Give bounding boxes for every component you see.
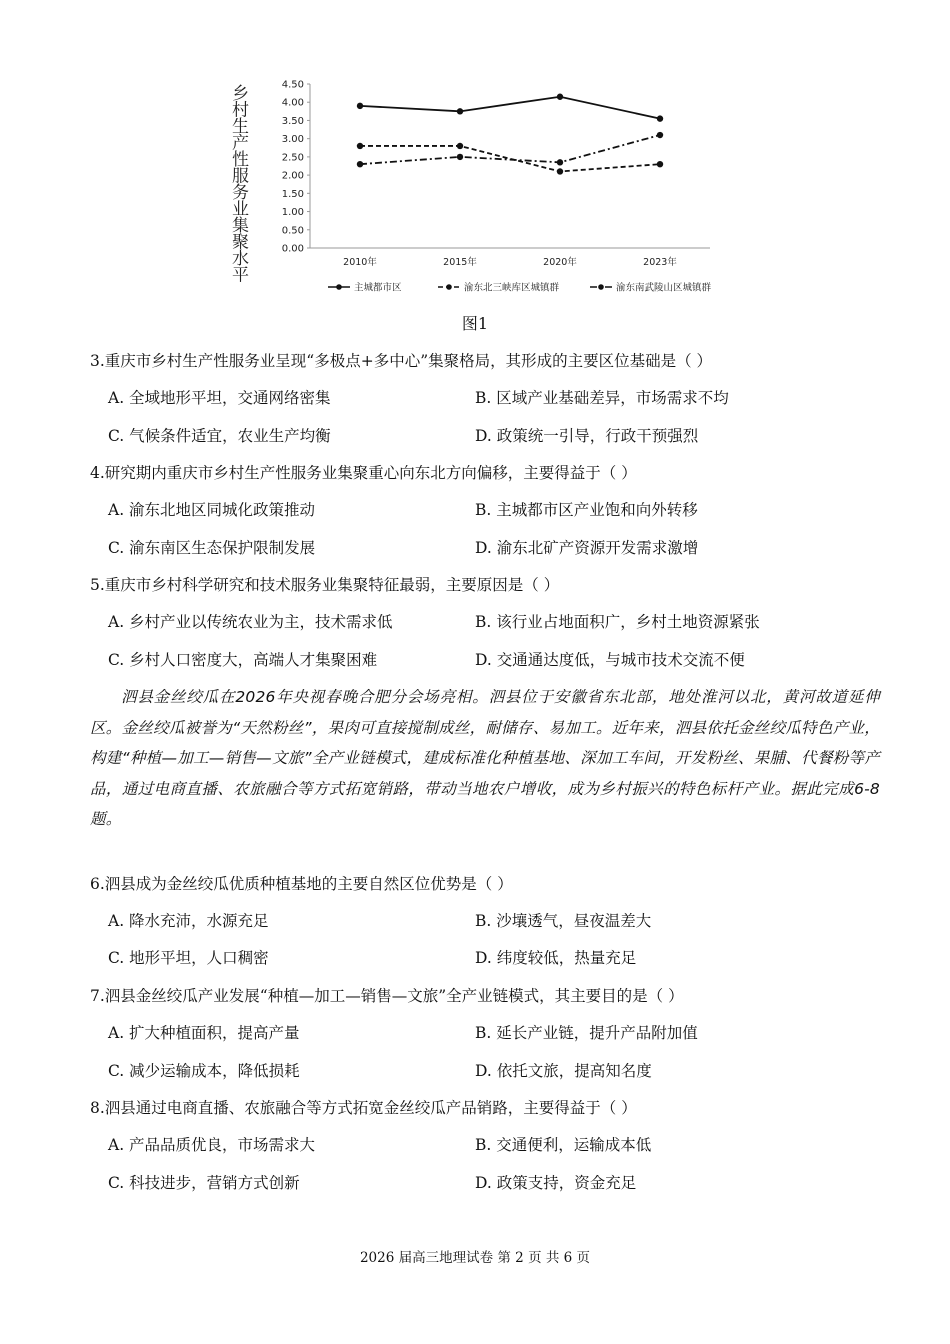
y-tick-label: 0.50 (281, 225, 304, 237)
question-3-option-a: A. 全域地形平坦，交通网络密集 (108, 389, 331, 407)
question-5-option-a: A. 乡村产业以传统农业为主，技术需求低 (108, 613, 393, 631)
question-4-option-c: C. 渝东南区生态保护限制发展 (108, 539, 316, 557)
question-3-stem: 3.重庆市乡村生产性服务业呈现“多极点+多中心”集聚格局，其形成的主要区位基础是（ ） (90, 352, 713, 370)
series-line-1 (360, 97, 660, 119)
data-point-series-3 (657, 132, 663, 138)
question-6-option-c: C. 地形平坦，人口稠密 (108, 949, 269, 967)
data-point-series-1 (557, 94, 563, 100)
data-point-series-1 (657, 115, 663, 121)
y-tick-label: 2.00 (281, 170, 304, 182)
x-tick-label: 2023年 (643, 257, 677, 268)
data-point-series-3 (457, 154, 463, 160)
x-tick-label: 2015年 (443, 257, 477, 268)
y-tick-label: 3.50 (281, 115, 304, 127)
data-point-series-2 (457, 143, 463, 149)
legend-label: 渝东北三峡库区城镇群 (464, 282, 560, 294)
question-4-option-d: D. 渝东北矿产资源开发需求激增 (475, 539, 699, 557)
question-6-option-d: D. 纬度较低，热量充足 (475, 949, 637, 967)
chart-y-axis-label: 乡村生产性服务业集聚水平 (228, 84, 248, 282)
question-6-stem: 6.泗县成为金丝绞瓜优质种植基地的主要自然区位优势是（ ） (90, 875, 513, 893)
y-tick-label: 2.50 (281, 152, 304, 164)
legend-swatch-marker (446, 284, 452, 290)
question-4-stem: 4.研究期内重庆市乡村生产性服务业集聚重心向东北方向偏移，主要得益于（ ） (90, 464, 637, 482)
data-point-series-1 (457, 108, 463, 114)
legend-swatch-marker (336, 284, 342, 290)
question-8-option-d: D. 政策支持，资金充足 (475, 1174, 637, 1192)
data-point-series-2 (657, 161, 663, 167)
y-tick-label: 1.00 (281, 207, 304, 219)
question-5-stem: 5.重庆市乡村科学研究和技术服务业集聚特征最弱，主要原因是（ ） (90, 576, 560, 594)
x-tick-label: 2010年 (343, 257, 377, 268)
question-7-option-d: D. 依托文旅，提高知名度 (475, 1062, 652, 1080)
series-line-2 (360, 146, 660, 172)
y-tick-label: 1.50 (281, 188, 304, 200)
y-tick-label: 3.00 (281, 134, 304, 146)
question-3-option-c: C. 气候条件适宜，农业生产均衡 (108, 427, 331, 445)
data-point-series-3 (357, 161, 363, 167)
question-3-option-d: D. 政策统一引导，行政干预强烈 (475, 427, 699, 445)
data-point-series-3 (557, 159, 563, 165)
question-7-option-a: A. 扩大种植面积，提高产量 (108, 1024, 300, 1042)
question-5-option-c: C. 乡村人口密度大，高端人才集聚困难 (108, 651, 378, 669)
question-7-option-b: B. 延长产业链，提升产品附加值 (475, 1024, 698, 1042)
question-7-option-c: C. 减少运输成本，降低损耗 (108, 1062, 300, 1080)
line-chart (220, 76, 712, 301)
question-6-option-a: A. 降水充沛，水源充足 (108, 912, 269, 930)
data-point-series-2 (357, 143, 363, 149)
y-tick-label: 4.50 (281, 79, 304, 91)
question-8-option-c: C. 科技进步，营销方式创新 (108, 1174, 300, 1192)
legend-label: 主城都市区 (354, 282, 402, 294)
reading-passage: 泗县金丝绞瓜在2026年央视春晚合肥分会场亮相。泗县位于安徽省东北部，地处淮河以北，黄河故道延伸区。金丝绞瓜被誉为“天然粉丝”，果肉可直接搅制成丝，耐储存、易加工。近年来，泗县依托金丝绞瓜特色产业，构建“种植—加工—销售—文旅”全产业链模式，建成标准化种植基地、深加工车间，开发粉丝、果脯、代餐粉等产品，通过电商直播、农旅融合等方式拓宽销路，带动当地农户增收，成为乡村振兴的特色标杆产业。据此完成6-8题。 (90, 688, 880, 829)
question-6-option-b: B. 沙壤透气，昼夜温差大 (475, 912, 652, 930)
question-3-option-b: B. 区域产业基础差异，市场需求不均 (475, 389, 729, 407)
question-8-stem: 8.泗县通过电商直播、农旅融合等方式拓宽金丝绞瓜产品销路，主要得益于（ ） (90, 1099, 637, 1117)
question-8-option-b: B. 交通便利，运输成本低 (475, 1136, 652, 1154)
series-line-3 (360, 135, 660, 164)
question-5-option-d: D. 交通通达度低，与城市技术交流不便 (475, 651, 745, 669)
question-4-option-a: A. 渝东北地区同城化政策推动 (108, 501, 316, 519)
data-point-series-2 (557, 168, 563, 174)
figure-1-chart (220, 76, 712, 301)
question-7-stem: 7.泗县金丝绞瓜产业发展“种植—加工—销售—文旅”全产业链模式，其主要目的是（ ） (90, 987, 684, 1005)
legend-label: 渝东南武陵山区城镇群 (616, 282, 712, 294)
y-tick-label: 4.00 (281, 97, 304, 109)
legend-swatch-marker (598, 284, 604, 290)
page-footer: 2026 届高三地理试卷 第 2 页 共 6 页 (359, 1250, 591, 1266)
question-8-option-a: A. 产品品质优良，市场需求大 (108, 1136, 316, 1154)
data-point-series-1 (357, 103, 363, 109)
question-4-option-b: B. 主城都市区产业饱和向外转移 (475, 501, 698, 519)
question-5-option-b: B. 该行业占地面积广，乡村土地资源紧张 (475, 613, 760, 631)
x-tick-label: 2020年 (543, 257, 577, 268)
figure-caption: 图1 (461, 314, 489, 333)
y-tick-label: 0.00 (281, 243, 304, 255)
